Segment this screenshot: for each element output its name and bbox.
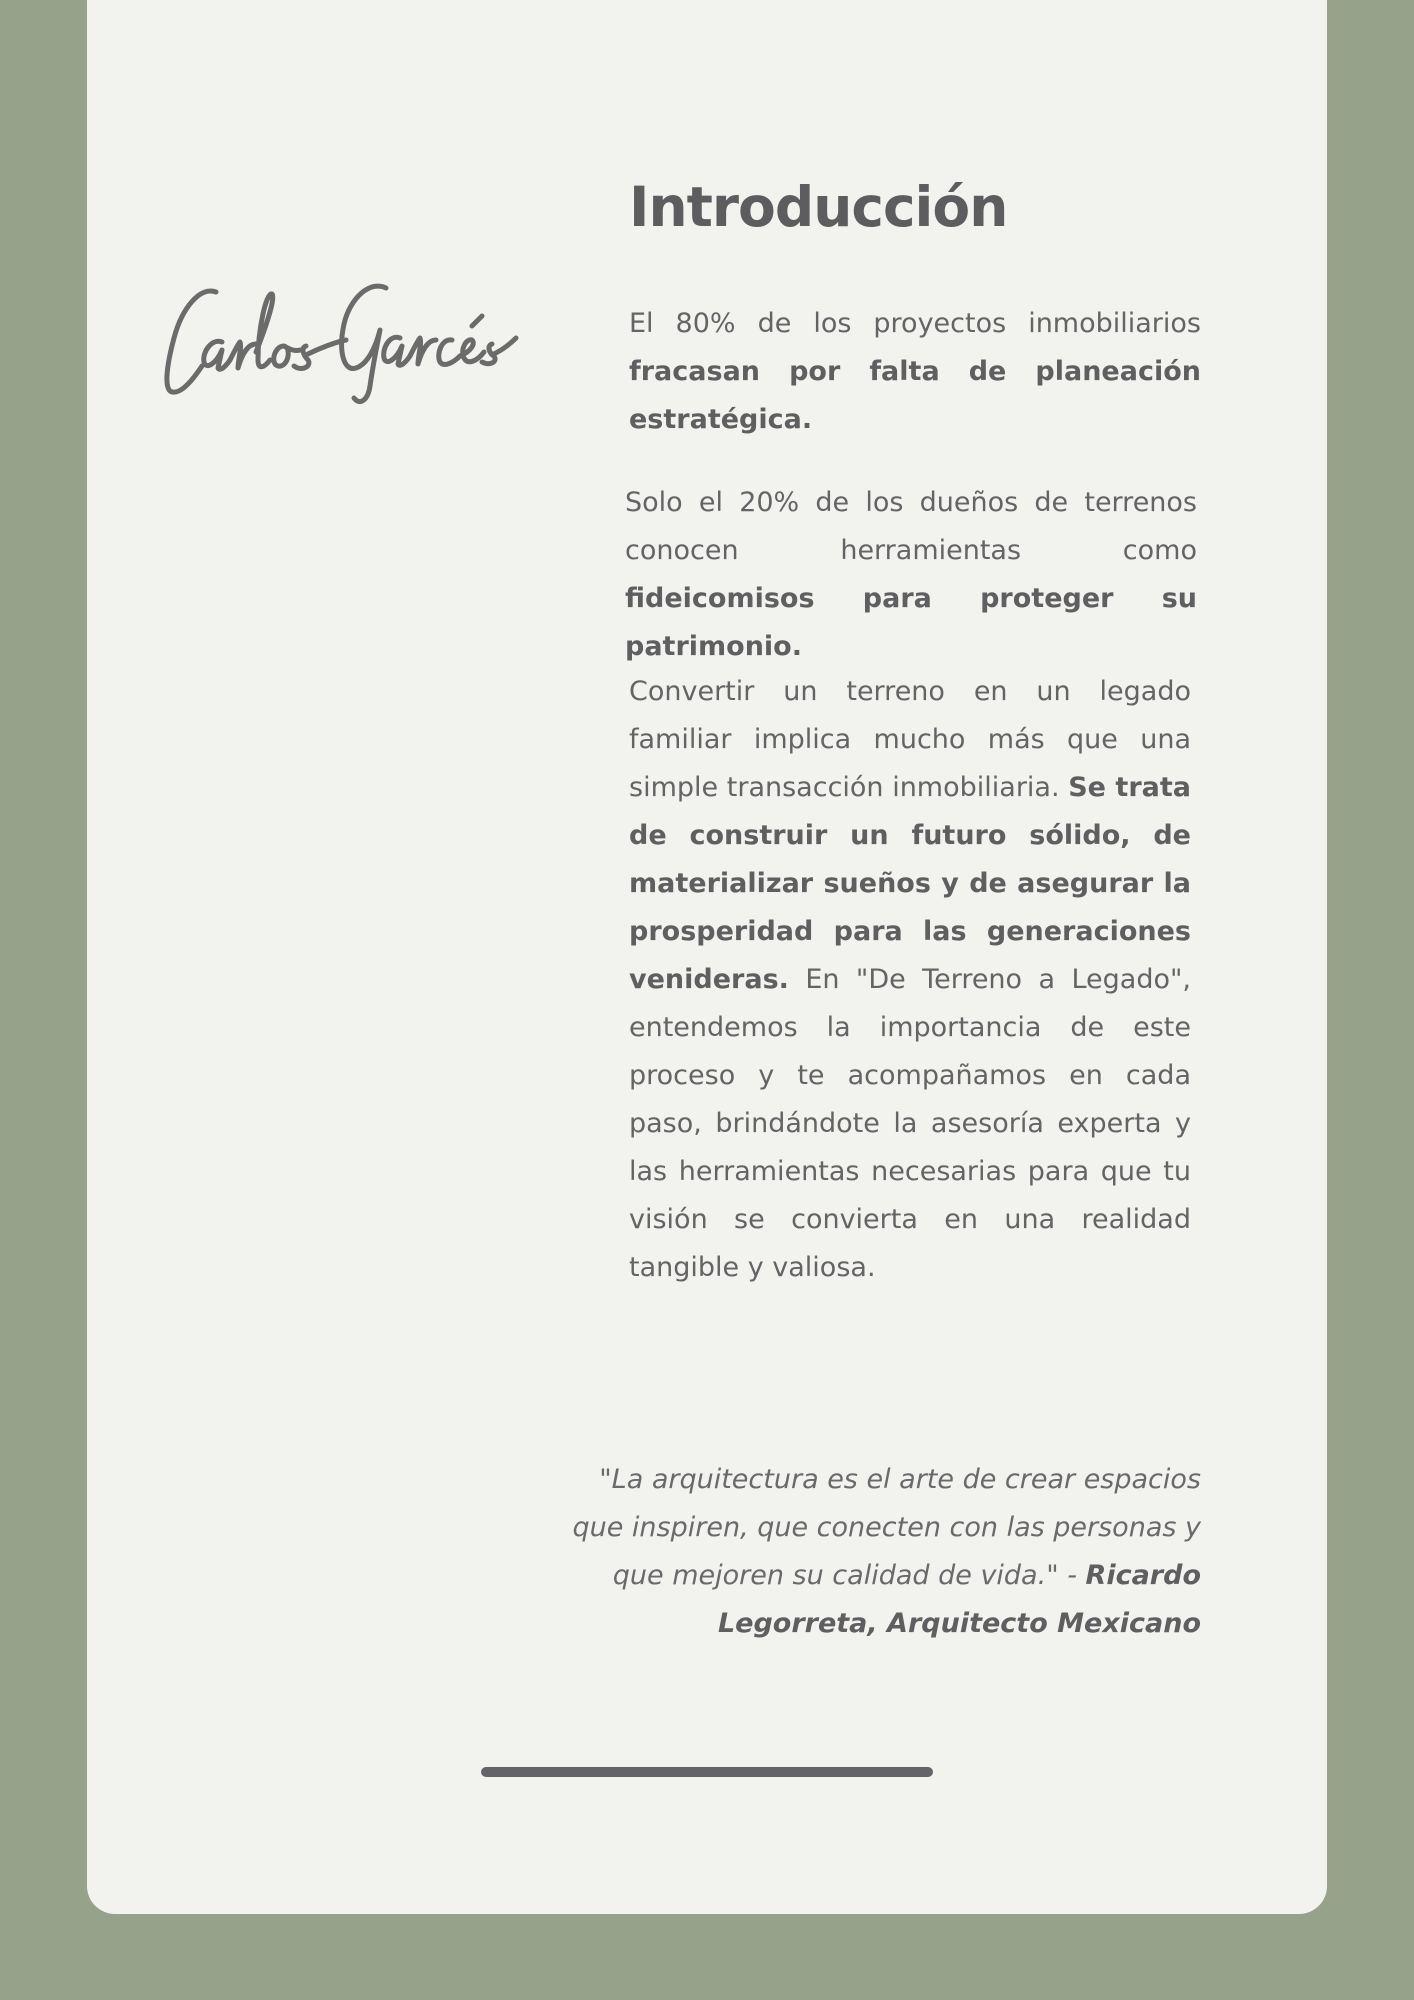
- paragraph-text: Solo el 20% de los dueños de terrenos conocen herramientas como: [625, 487, 1197, 566]
- quote-author: Ricardo Legorreta, Arquitecto Mexicano: [717, 1560, 1201, 1639]
- paragraph-emphasis: fideicomisos para proteger su patrimonio.: [625, 583, 1197, 662]
- paragraph-emphasis: Se trata de construir un futuro sólido, de materializar sueños y de asegurar la prosperidad para las generaciones venideras.: [629, 772, 1191, 995]
- page-title: Introducción: [629, 175, 1008, 239]
- divider-bar: [481, 1767, 933, 1777]
- paragraph-text: Convertir un terreno en un legado familiar implica mucho más que una simple transacción inmobiliaria.: [629, 676, 1191, 803]
- quote-block: [560, 1456, 1201, 1648]
- paragraph-text: En "De Terreno a Legado", entendemos la importancia de este proceso y te acompañamos en cada paso, brindándote la asesoría experta y las herramientas necesarias para que tu visión se convierta en una realidad tangible y valiosa.: [629, 964, 1191, 1283]
- intro-paragraph-2: [625, 479, 1197, 671]
- signature-script-icon: [160, 268, 520, 418]
- intro-paragraph-1: [629, 300, 1201, 444]
- paragraph-emphasis: fracasan por falta de planeación estratégica.: [629, 356, 1201, 435]
- quote-text: "La arquitectura es el arte de crear espacios que inspiren, que conecten con las personas y que mejoren su calidad de vida." -: [572, 1464, 1201, 1591]
- intro-paragraph-3: [629, 668, 1191, 1292]
- paragraph-text: El 80% de los proyectos inmobiliarios: [629, 308, 1201, 339]
- signature-logo: [160, 268, 520, 418]
